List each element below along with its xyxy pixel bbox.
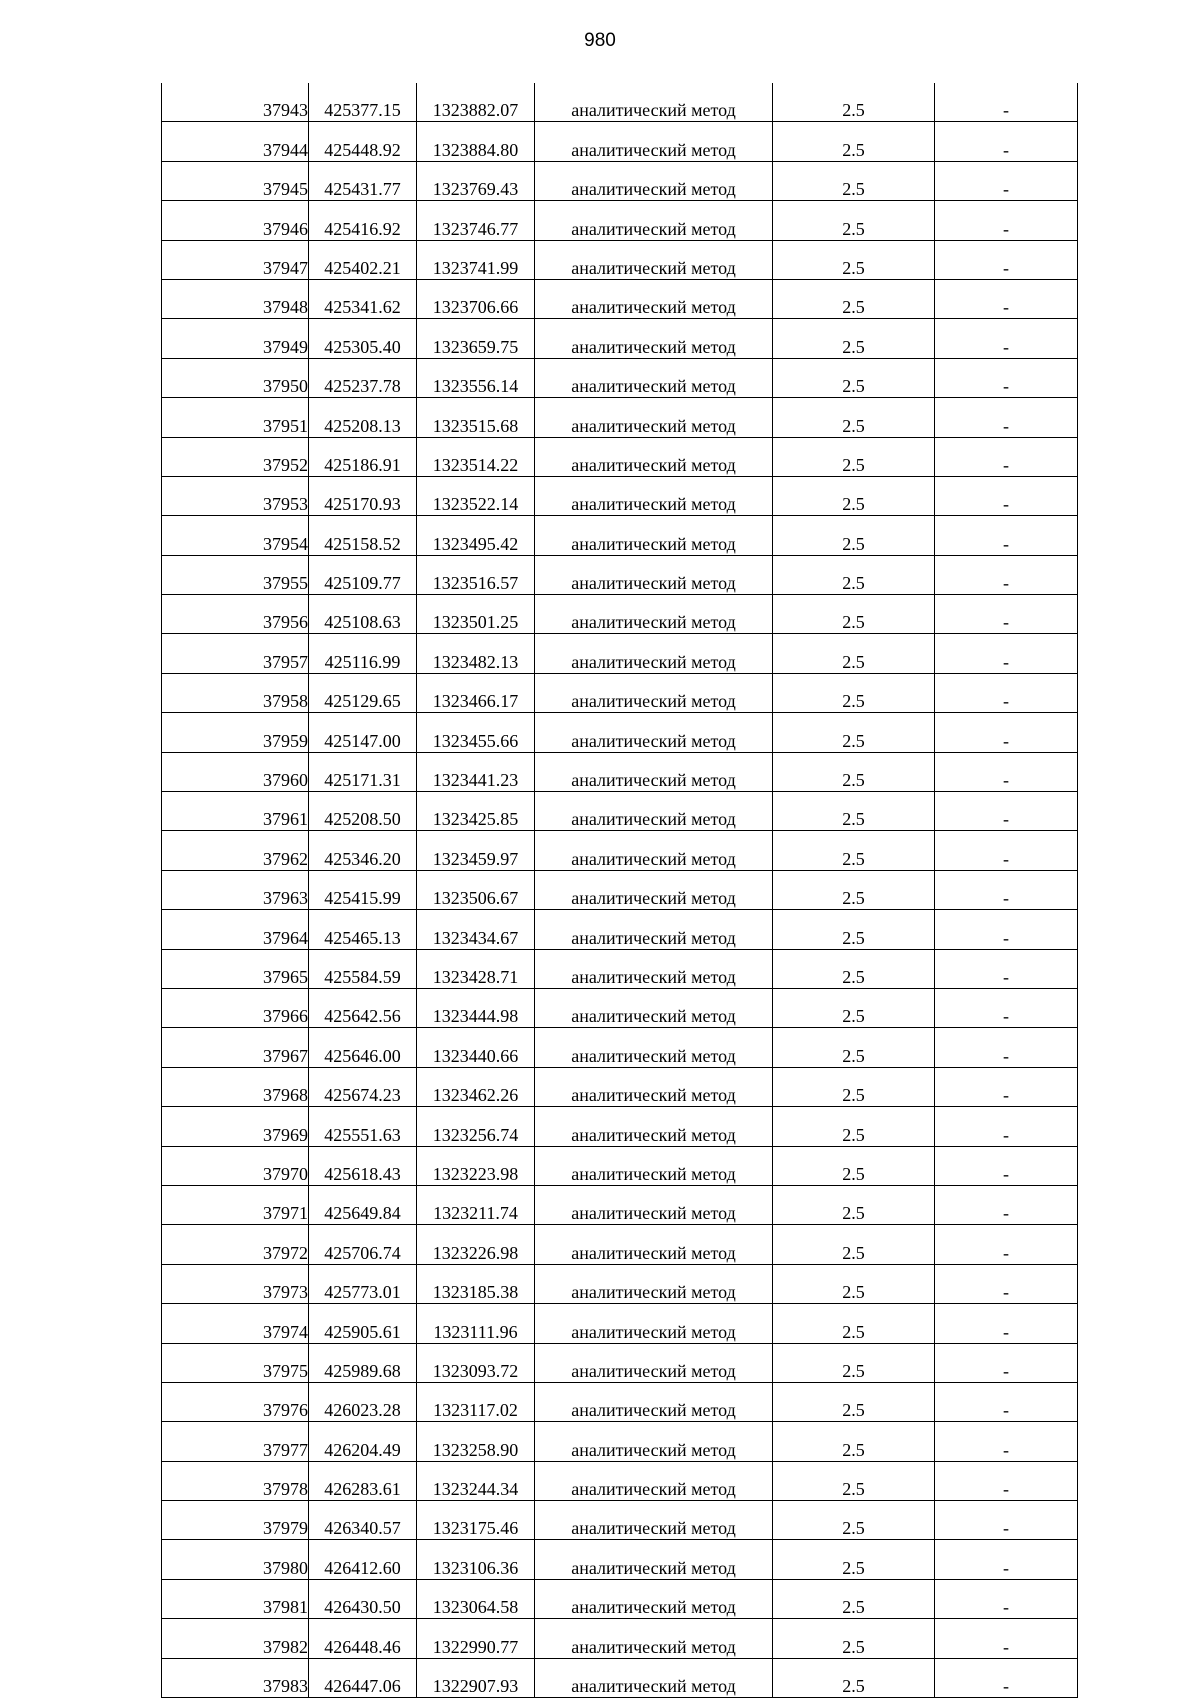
accuracy-cell: 2.5 [773,634,935,673]
x-coordinate-cell: 425129.65 [309,673,417,712]
accuracy-cell: 2.5 [773,831,935,870]
table-row [162,476,1078,515]
accuracy-cell: 2.5 [773,1028,935,1067]
point-number-cell: 37981 [162,1579,309,1618]
accuracy-cell: 2.5 [773,122,935,161]
accuracy-cell: 2.5 [773,240,935,279]
point-number-cell: 37955 [162,555,309,594]
accuracy-cell: 2.5 [773,1067,935,1106]
accuracy-cell: 2.5 [773,910,935,949]
table-row [162,634,1078,673]
note-cell: - [935,1619,1078,1658]
accuracy-cell: 2.5 [773,1146,935,1185]
note-cell: - [935,201,1078,240]
note-cell: - [935,437,1078,476]
table-row [162,1422,1078,1461]
method-cell: аналитический метод [535,634,773,673]
point-number-cell: 37957 [162,634,309,673]
x-coordinate-cell: 425646.00 [309,1028,417,1067]
method-cell: аналитический метод [535,1343,773,1382]
y-coordinate-cell: 1323111.96 [417,1304,535,1343]
note-cell: - [935,1028,1078,1067]
x-coordinate-cell: 425448.92 [309,122,417,161]
point-number-cell: 37979 [162,1501,309,1540]
table-row [162,122,1078,161]
method-cell: аналитический метод [535,201,773,240]
method-cell: аналитический метод [535,1067,773,1106]
method-cell: аналитический метод [535,713,773,752]
y-coordinate-cell: 1323258.90 [417,1422,535,1461]
note-cell: - [935,713,1078,752]
point-number-cell: 37952 [162,437,309,476]
table-row [162,1540,1078,1579]
note-cell: - [935,240,1078,279]
method-cell: аналитический метод [535,161,773,200]
table-row [162,555,1078,594]
y-coordinate-cell: 1322990.77 [417,1619,535,1658]
y-coordinate-cell: 1323428.71 [417,949,535,988]
x-coordinate-cell: 425642.56 [309,988,417,1027]
accuracy-cell: 2.5 [773,673,935,712]
accuracy-cell: 2.5 [773,476,935,515]
accuracy-cell: 2.5 [773,1501,935,1540]
point-number-cell: 37976 [162,1382,309,1421]
table-row [162,398,1078,437]
note-cell: - [935,1658,1078,1697]
x-coordinate-cell: 425147.00 [309,713,417,752]
note-cell: - [935,1343,1078,1382]
accuracy-cell: 2.5 [773,870,935,909]
method-cell: аналитический метод [535,398,773,437]
note-cell: - [935,673,1078,712]
note-cell: - [935,319,1078,358]
note-cell: - [935,161,1078,200]
method-cell: аналитический метод [535,792,773,831]
method-cell: аналитический метод [535,555,773,594]
method-cell: аналитический метод [535,595,773,634]
accuracy-cell: 2.5 [773,988,935,1027]
accuracy-cell: 2.5 [773,1540,935,1579]
method-cell: аналитический метод [535,358,773,397]
accuracy-cell: 2.5 [773,1422,935,1461]
accuracy-cell: 2.5 [773,161,935,200]
x-coordinate-cell: 425431.77 [309,161,417,200]
note-cell: - [935,83,1078,122]
table-row [162,83,1078,122]
accuracy-cell: 2.5 [773,1107,935,1146]
method-cell: аналитический метод [535,1579,773,1618]
x-coordinate-cell: 425416.92 [309,201,417,240]
table-row [162,279,1078,318]
y-coordinate-cell: 1323556.14 [417,358,535,397]
x-coordinate-cell: 425108.63 [309,595,417,634]
point-number-cell: 37956 [162,595,309,634]
table-row [162,1343,1078,1382]
table-row [162,319,1078,358]
method-cell: аналитический метод [535,319,773,358]
y-coordinate-cell: 1323425.85 [417,792,535,831]
point-number-cell: 37982 [162,1619,309,1658]
point-number-cell: 37958 [162,673,309,712]
y-coordinate-cell: 1323117.02 [417,1382,535,1421]
x-coordinate-cell: 425158.52 [309,516,417,555]
x-coordinate-cell: 425905.61 [309,1304,417,1343]
method-cell: аналитический метод [535,910,773,949]
accuracy-cell: 2.5 [773,1382,935,1421]
method-cell: аналитический метод [535,240,773,279]
table-body [162,83,1078,1698]
note-cell: - [935,398,1078,437]
table-row [162,1461,1078,1500]
method-cell: аналитический метод [535,83,773,122]
y-coordinate-cell: 1323106.36 [417,1540,535,1579]
x-coordinate-cell: 425305.40 [309,319,417,358]
point-number-cell: 37954 [162,516,309,555]
table-row [162,1382,1078,1421]
accuracy-cell: 2.5 [773,1304,935,1343]
table-row [162,1067,1078,1106]
y-coordinate-cell: 1323482.13 [417,634,535,673]
accuracy-cell: 2.5 [773,949,935,988]
point-number-cell: 37964 [162,910,309,949]
y-coordinate-cell: 1323462.26 [417,1067,535,1106]
method-cell: аналитический метод [535,988,773,1027]
y-coordinate-cell: 1323884.80 [417,122,535,161]
method-cell: аналитический метод [535,1185,773,1224]
note-cell: - [935,279,1078,318]
method-cell: аналитический метод [535,516,773,555]
y-coordinate-cell: 1323506.67 [417,870,535,909]
table-row [162,988,1078,1027]
x-coordinate-cell: 425109.77 [309,555,417,594]
accuracy-cell: 2.5 [773,279,935,318]
method-cell: аналитический метод [535,279,773,318]
point-number-cell: 37969 [162,1107,309,1146]
note-cell: - [935,988,1078,1027]
x-coordinate-cell: 425208.13 [309,398,417,437]
accuracy-cell: 2.5 [773,83,935,122]
table-row [162,1028,1078,1067]
note-cell: - [935,476,1078,515]
method-cell: аналитический метод [535,1501,773,1540]
point-number-cell: 37974 [162,1304,309,1343]
point-number-cell: 37963 [162,870,309,909]
coordinates-table [161,83,1078,1698]
page-number: 980 [584,30,616,51]
note-cell: - [935,1067,1078,1106]
note-cell: - [935,358,1078,397]
accuracy-cell: 2.5 [773,319,935,358]
table-row [162,1619,1078,1658]
x-coordinate-cell: 425674.23 [309,1067,417,1106]
accuracy-cell: 2.5 [773,1185,935,1224]
accuracy-cell: 2.5 [773,1461,935,1500]
point-number-cell: 37951 [162,398,309,437]
accuracy-cell: 2.5 [773,595,935,634]
note-cell: - [935,910,1078,949]
x-coordinate-cell: 425773.01 [309,1264,417,1303]
note-cell: - [935,1225,1078,1264]
x-coordinate-cell: 425465.13 [309,910,417,949]
x-coordinate-cell: 426023.28 [309,1382,417,1421]
point-number-cell: 37949 [162,319,309,358]
y-coordinate-cell: 1323223.98 [417,1146,535,1185]
y-coordinate-cell: 1323226.98 [417,1225,535,1264]
point-number-cell: 37960 [162,752,309,791]
note-cell: - [935,949,1078,988]
y-coordinate-cell: 1323746.77 [417,201,535,240]
x-coordinate-cell: 425415.99 [309,870,417,909]
table-row [162,870,1078,909]
note-cell: - [935,516,1078,555]
y-coordinate-cell: 1323175.46 [417,1501,535,1540]
note-cell: - [935,752,1078,791]
note-cell: - [935,1304,1078,1343]
table-row [162,1501,1078,1540]
point-number-cell: 37980 [162,1540,309,1579]
y-coordinate-cell: 1323495.42 [417,516,535,555]
x-coordinate-cell: 425341.62 [309,279,417,318]
method-cell: аналитический метод [535,1382,773,1421]
y-coordinate-cell: 1323093.72 [417,1343,535,1382]
accuracy-cell: 2.5 [773,201,935,240]
accuracy-cell: 2.5 [773,398,935,437]
x-coordinate-cell: 425551.63 [309,1107,417,1146]
note-cell: - [935,1461,1078,1500]
point-number-cell: 37948 [162,279,309,318]
y-coordinate-cell: 1323441.23 [417,752,535,791]
y-coordinate-cell: 1323522.14 [417,476,535,515]
method-cell: аналитический метод [535,1540,773,1579]
x-coordinate-cell: 425377.15 [309,83,417,122]
method-cell: аналитический метод [535,673,773,712]
method-cell: аналитический метод [535,870,773,909]
method-cell: аналитический метод [535,1304,773,1343]
method-cell: аналитический метод [535,1264,773,1303]
table-row [162,1304,1078,1343]
y-coordinate-cell: 1323769.43 [417,161,535,200]
table-row [162,752,1078,791]
x-coordinate-cell: 426340.57 [309,1501,417,1540]
note-cell: - [935,1107,1078,1146]
y-coordinate-cell: 1323516.57 [417,555,535,594]
accuracy-cell: 2.5 [773,1658,935,1697]
y-coordinate-cell: 1323064.58 [417,1579,535,1618]
accuracy-cell: 2.5 [773,1619,935,1658]
point-number-cell: 37971 [162,1185,309,1224]
method-cell: аналитический метод [535,1658,773,1697]
point-number-cell: 37961 [162,792,309,831]
point-number-cell: 37965 [162,949,309,988]
method-cell: аналитический метод [535,1461,773,1500]
x-coordinate-cell: 425237.78 [309,358,417,397]
table-row [162,673,1078,712]
y-coordinate-cell: 1323659.75 [417,319,535,358]
table-row [162,1185,1078,1224]
point-number-cell: 37972 [162,1225,309,1264]
x-coordinate-cell: 425170.93 [309,476,417,515]
x-coordinate-cell: 425346.20 [309,831,417,870]
note-cell: - [935,1540,1078,1579]
x-coordinate-cell: 426430.50 [309,1579,417,1618]
table-row [162,437,1078,476]
y-coordinate-cell: 1323514.22 [417,437,535,476]
x-coordinate-cell: 425208.50 [309,792,417,831]
method-cell: аналитический метод [535,122,773,161]
note-cell: - [935,1264,1078,1303]
note-cell: - [935,555,1078,594]
accuracy-cell: 2.5 [773,1343,935,1382]
note-cell: - [935,870,1078,909]
accuracy-cell: 2.5 [773,713,935,752]
point-number-cell: 37978 [162,1461,309,1500]
point-number-cell: 37970 [162,1146,309,1185]
method-cell: аналитический метод [535,1028,773,1067]
table-row [162,713,1078,752]
x-coordinate-cell: 425402.21 [309,240,417,279]
method-cell: аналитический метод [535,949,773,988]
point-number-cell: 37950 [162,358,309,397]
method-cell: аналитический метод [535,1225,773,1264]
point-number-cell: 37977 [162,1422,309,1461]
x-coordinate-cell: 425649.84 [309,1185,417,1224]
x-coordinate-cell: 426412.60 [309,1540,417,1579]
note-cell: - [935,1579,1078,1618]
note-cell: - [935,792,1078,831]
accuracy-cell: 2.5 [773,792,935,831]
note-cell: - [935,634,1078,673]
x-coordinate-cell: 426447.06 [309,1658,417,1697]
y-coordinate-cell: 1323185.38 [417,1264,535,1303]
y-coordinate-cell: 1323459.97 [417,831,535,870]
table-row [162,595,1078,634]
y-coordinate-cell: 1323882.07 [417,83,535,122]
y-coordinate-cell: 1322907.93 [417,1658,535,1697]
y-coordinate-cell: 1323515.68 [417,398,535,437]
x-coordinate-cell: 425618.43 [309,1146,417,1185]
x-coordinate-cell: 425989.68 [309,1343,417,1382]
note-cell: - [935,1501,1078,1540]
accuracy-cell: 2.5 [773,1579,935,1618]
table-row [162,161,1078,200]
x-coordinate-cell: 425584.59 [309,949,417,988]
method-cell: аналитический метод [535,831,773,870]
table-row [162,1658,1078,1697]
table-row [162,910,1078,949]
method-cell: аналитический метод [535,1422,773,1461]
y-coordinate-cell: 1323211.74 [417,1185,535,1224]
y-coordinate-cell: 1323440.66 [417,1028,535,1067]
table-row [162,831,1078,870]
accuracy-cell: 2.5 [773,555,935,594]
table-row [162,1225,1078,1264]
table-row [162,1264,1078,1303]
table-row [162,792,1078,831]
point-number-cell: 37947 [162,240,309,279]
table-row [162,516,1078,555]
accuracy-cell: 2.5 [773,516,935,555]
x-coordinate-cell: 426283.61 [309,1461,417,1500]
point-number-cell: 37968 [162,1067,309,1106]
point-number-cell: 37953 [162,476,309,515]
point-number-cell: 37975 [162,1343,309,1382]
point-number-cell: 37967 [162,1028,309,1067]
x-coordinate-cell: 426448.46 [309,1619,417,1658]
table-row [162,1107,1078,1146]
point-number-cell: 37943 [162,83,309,122]
note-cell: - [935,831,1078,870]
table-row [162,358,1078,397]
accuracy-cell: 2.5 [773,358,935,397]
method-cell: аналитический метод [535,476,773,515]
y-coordinate-cell: 1323444.98 [417,988,535,1027]
point-number-cell: 37959 [162,713,309,752]
x-coordinate-cell: 425116.99 [309,634,417,673]
table-row [162,1146,1078,1185]
y-coordinate-cell: 1323244.34 [417,1461,535,1500]
y-coordinate-cell: 1323706.66 [417,279,535,318]
x-coordinate-cell: 425706.74 [309,1225,417,1264]
point-number-cell: 37962 [162,831,309,870]
table-row [162,240,1078,279]
note-cell: - [935,595,1078,634]
table-row [162,201,1078,240]
note-cell: - [935,1185,1078,1224]
point-number-cell: 37973 [162,1264,309,1303]
x-coordinate-cell: 425186.91 [309,437,417,476]
table-row [162,1579,1078,1618]
method-cell: аналитический метод [535,437,773,476]
y-coordinate-cell: 1323455.66 [417,713,535,752]
point-number-cell: 37945 [162,161,309,200]
x-coordinate-cell: 425171.31 [309,752,417,791]
note-cell: - [935,1422,1078,1461]
accuracy-cell: 2.5 [773,752,935,791]
accuracy-cell: 2.5 [773,437,935,476]
y-coordinate-cell: 1323434.67 [417,910,535,949]
point-number-cell: 37966 [162,988,309,1027]
method-cell: аналитический метод [535,1146,773,1185]
note-cell: - [935,122,1078,161]
point-number-cell: 37946 [162,201,309,240]
y-coordinate-cell: 1323741.99 [417,240,535,279]
accuracy-cell: 2.5 [773,1225,935,1264]
x-coordinate-cell: 426204.49 [309,1422,417,1461]
point-number-cell: 37944 [162,122,309,161]
y-coordinate-cell: 1323501.25 [417,595,535,634]
accuracy-cell: 2.5 [773,1264,935,1303]
y-coordinate-cell: 1323466.17 [417,673,535,712]
method-cell: аналитический метод [535,1619,773,1658]
method-cell: аналитический метод [535,1107,773,1146]
y-coordinate-cell: 1323256.74 [417,1107,535,1146]
note-cell: - [935,1382,1078,1421]
table-row [162,949,1078,988]
point-number-cell: 37983 [162,1658,309,1697]
method-cell: аналитический метод [535,752,773,791]
note-cell: - [935,1146,1078,1185]
